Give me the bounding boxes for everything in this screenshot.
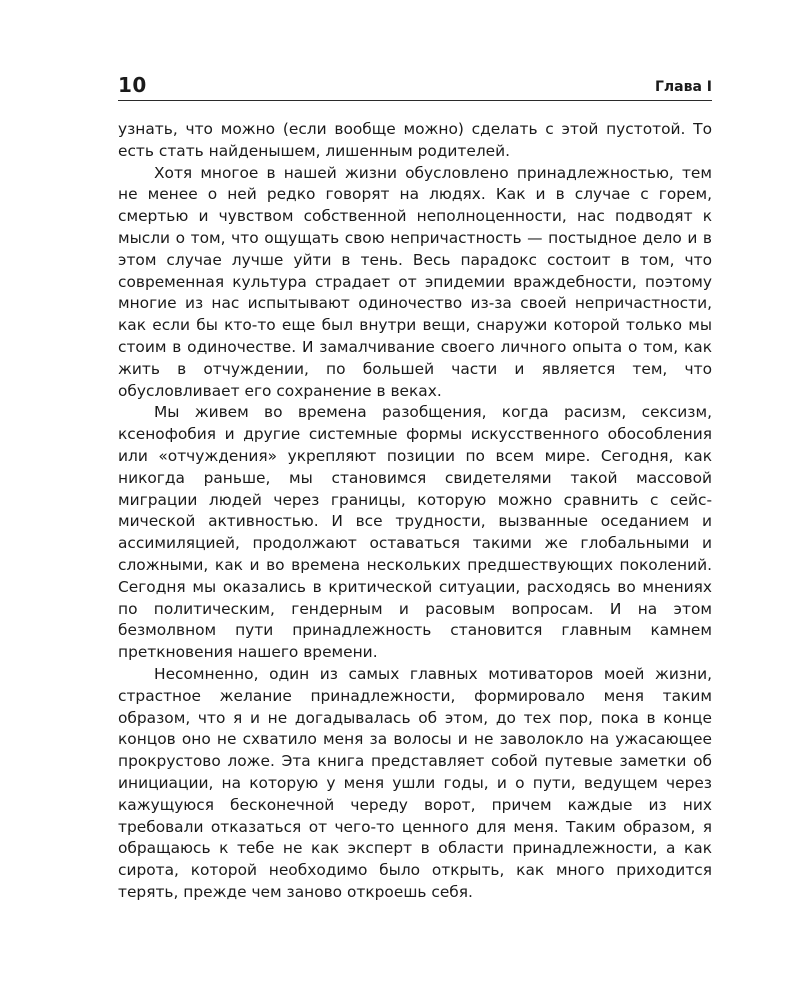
running-header bbox=[118, 74, 712, 101]
body-text bbox=[118, 119, 712, 904]
paragraph: Несомненно, один из самых главных мотиваторов моей жизни, страстное желание принадлежности, формировало меня таким образом, что я и не догадывалась об этом, до тех пор, пока в конце концов оно не схватило меня за волосы и не заволокло на ужасающее прокрустово ложе. Эта книга представляет собой путевые заметки об инициации, на которую у меня ушли годы, и о пути, ведущем через кажущуюся бесконечной череду ворот, причем каждые из них требовали отказаться от чего-то ценного для меня. Таким образом, я обращаюсь к тебе не как эксперт в области принадлежности, а как сирота, которой необходимо было открыть, как много приходится терять, прежде чем заново откроешь себя. bbox=[118, 664, 712, 901]
chapter-title: Глава I bbox=[654, 79, 712, 95]
paragraph: Хотя многое в нашей жизни обусловлено принадлежностью, тем не менее о ней редко говорят на людях. Как и в случае с горем, смертью и чувством собственной неполноценности, нас подводят к мысли о том, что ощущать свою непричастность — постыдное дело и в этом случае лучше уйти в тень. Весь парадокс состоит в том, что современная культура страдает от эпидемии враждебности, поэтому многие из нас испытывают одиночество из-за своей непричастности, как если бы кто-то еще был внутри вещи, снаружи которой только мы стоим в одиночестве. И замалчивание своего личного опыта о том, как жить в отчуждении, по большей части и является тем, что обусловливает его сохранение в веках. bbox=[118, 163, 712, 400]
paragraph: узнать, что можно (если вообще можно) сделать с этой пустотой. То есть стать найденышем, лишенным родителей. bbox=[118, 120, 712, 160]
paragraph: Мы живем во времена разобщения, когда расизм, сексизм, ксенофобия и другие системные формы искусственного обособления или «отчуждения» укрепляют позиции по всем мире. Сегодня, как никогда раньше, мы становимся свидетелями такой массовой миграции людей через границы, которую можно сравнить с сейсмической активностью. И все трудности, вызванные оседанием и ассимиляцией, продолжают оставаться такими же глобальными и сложными, как и во времена нескольких предшествующих поколений. Сегодня мы оказались в критической ситуации, расходясь во мнениях по политическим, гендерным и расовым вопросам. И на этом безмолвном пути принадлежность становится главным камнем преткновения нашего времени. bbox=[118, 403, 712, 662]
page-number: 10 bbox=[118, 73, 147, 97]
